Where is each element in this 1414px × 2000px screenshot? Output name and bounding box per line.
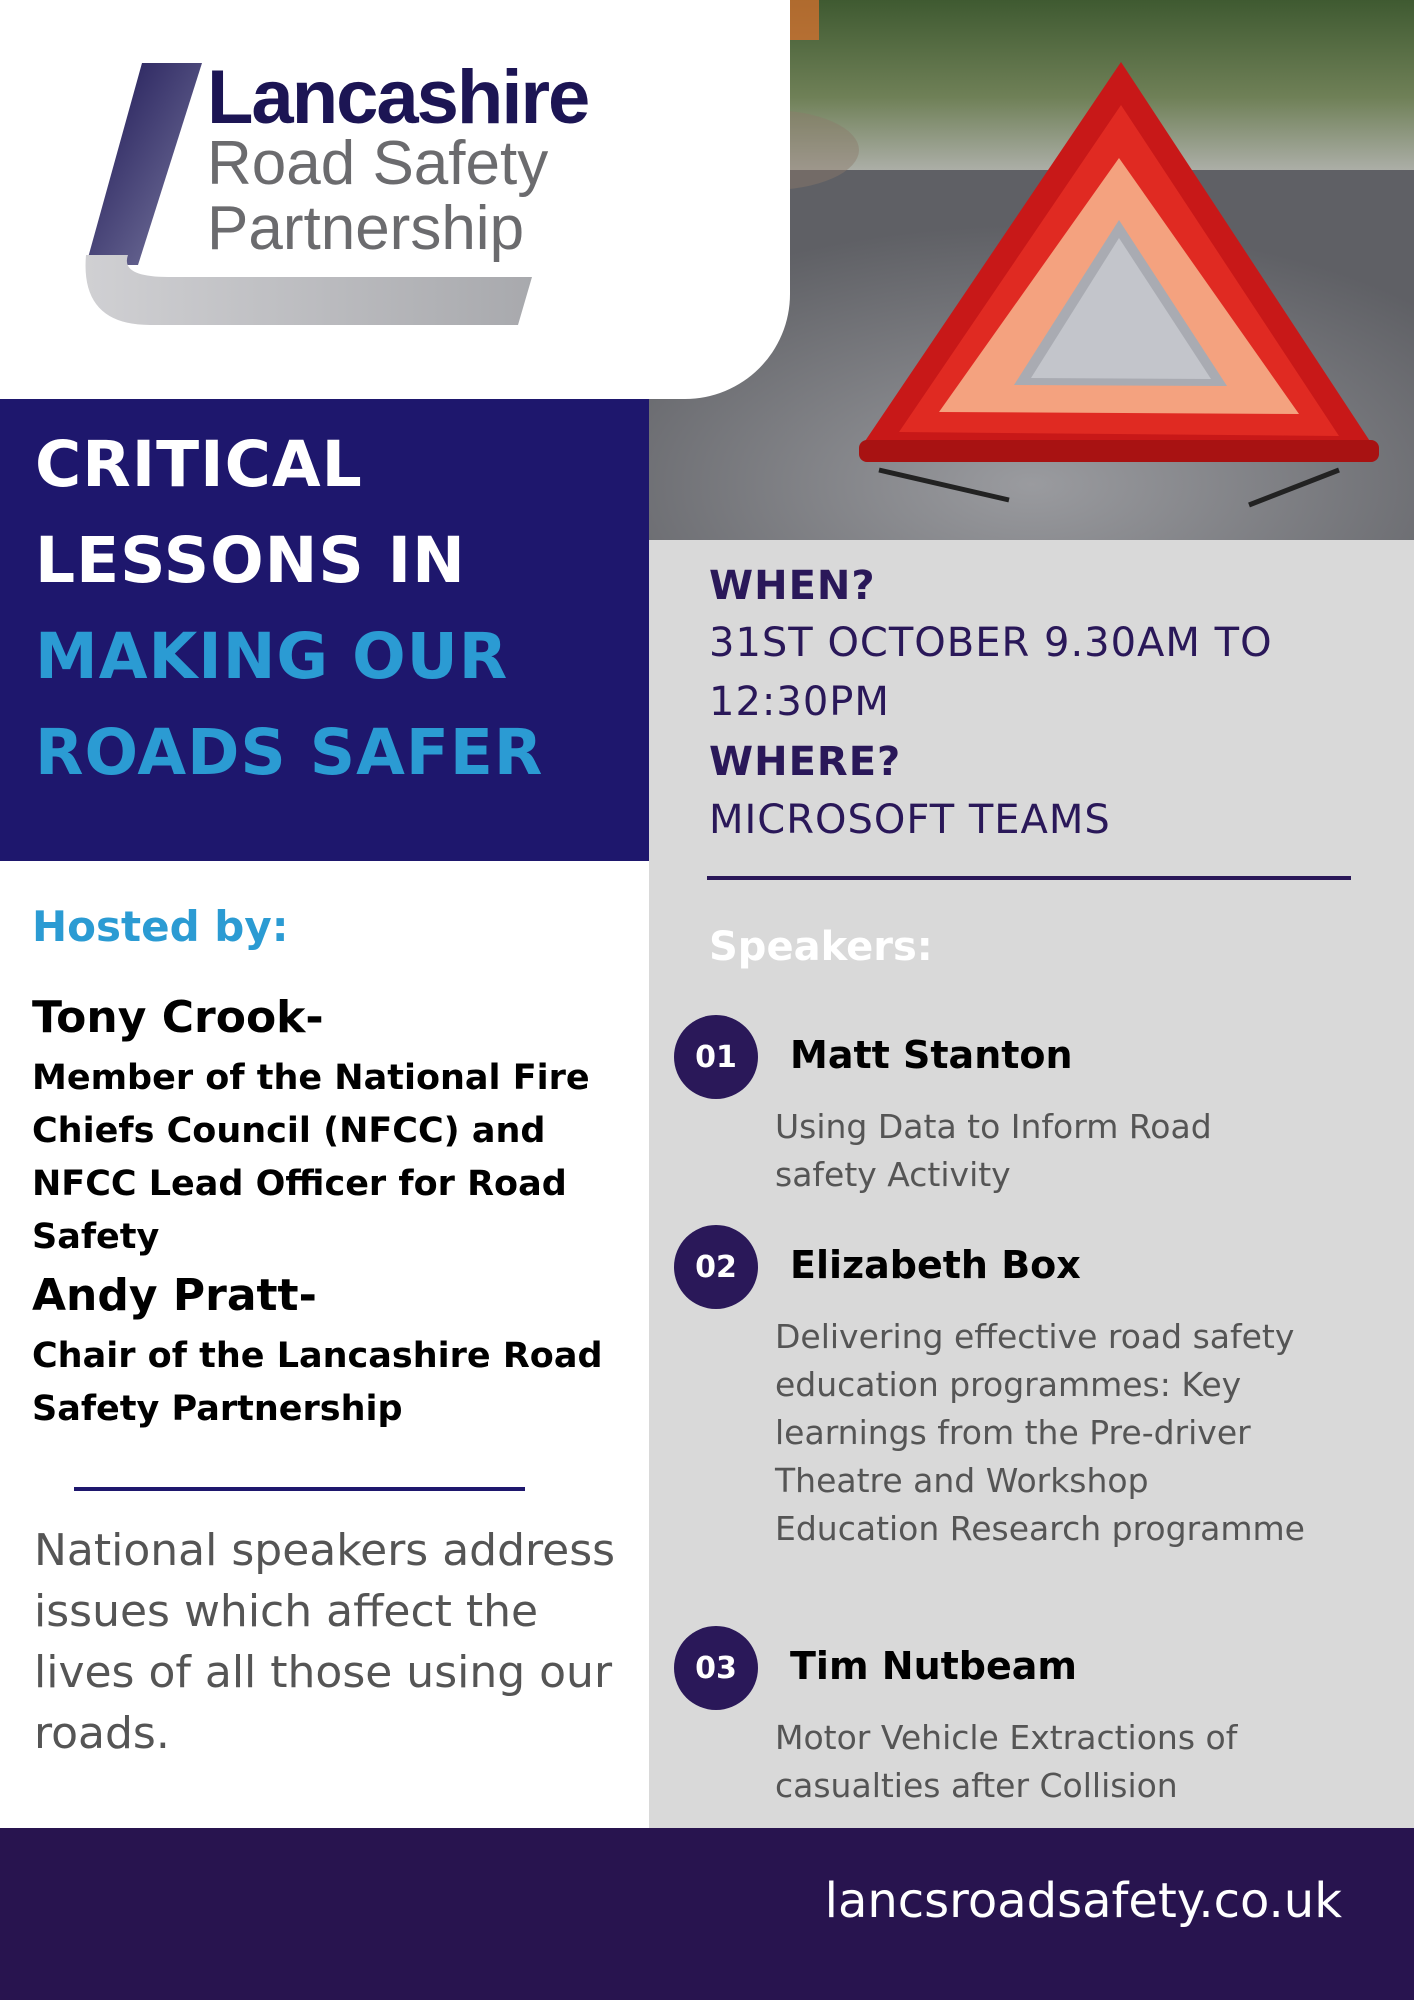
title-line-3: MAKING OUR [35,620,509,693]
when-value-line-1: 31ST OCTOBER 9.30AM TO [709,620,1273,666]
speaker-number-badge: 01 [674,1015,758,1099]
speaker-name: Elizabeth Box [790,1243,1081,1287]
speaker-number-badge: 03 [674,1626,758,1710]
divider [707,876,1351,880]
logo-subtitle-1: Road Safety [207,129,549,198]
host-name: Tony Crook- [32,992,324,1043]
when-label: WHEN? [709,563,876,609]
host-role: Chair of the Lancashire Road Safety Partnership [32,1336,603,1429]
speaker-talk: Motor Vehicle Extractions of casualties after Collision [775,1718,1238,1805]
logo-subtitle-2: Partnership [207,194,525,263]
speaker-name: Tim Nutbeam [790,1644,1078,1688]
when-value-line-2: 12:30PM [709,679,890,725]
host-name: Andy Pratt- [32,1270,317,1321]
speaker-talk: Using Data to Inform Road safety Activity [775,1107,1212,1194]
speaker-number-badge: 02 [674,1225,758,1309]
speaker-name: Matt Stanton [790,1033,1073,1077]
title-line-2: LESSONS IN [35,524,466,597]
hosted-by-heading: Hosted by: [32,902,289,951]
where-value: MICROSOFT TEAMS [709,797,1111,843]
speakers-heading: Speakers: [709,924,933,970]
where-label: WHERE? [709,739,902,785]
speaker-talk: Delivering effective road safety education programmes: Key learnings from the Pre-driver Theatre and Workshop Education Research programme [775,1317,1305,1548]
title-line-4: ROADS SAFER [35,716,544,789]
host-role: Member of the National Fire Chiefs Council (NFCC) and NFCC Lead Officer for Road Safety [32,1058,590,1257]
title-line-1: CRITICAL [35,428,363,501]
event-summary: National speakers address issues which affect the lives of all those using our roads. [34,1525,616,1759]
website-link[interactable]: lancsroadsafety.co.uk [824,1873,1342,1929]
divider [74,1487,525,1491]
logo-title: Lancashire [207,55,589,140]
